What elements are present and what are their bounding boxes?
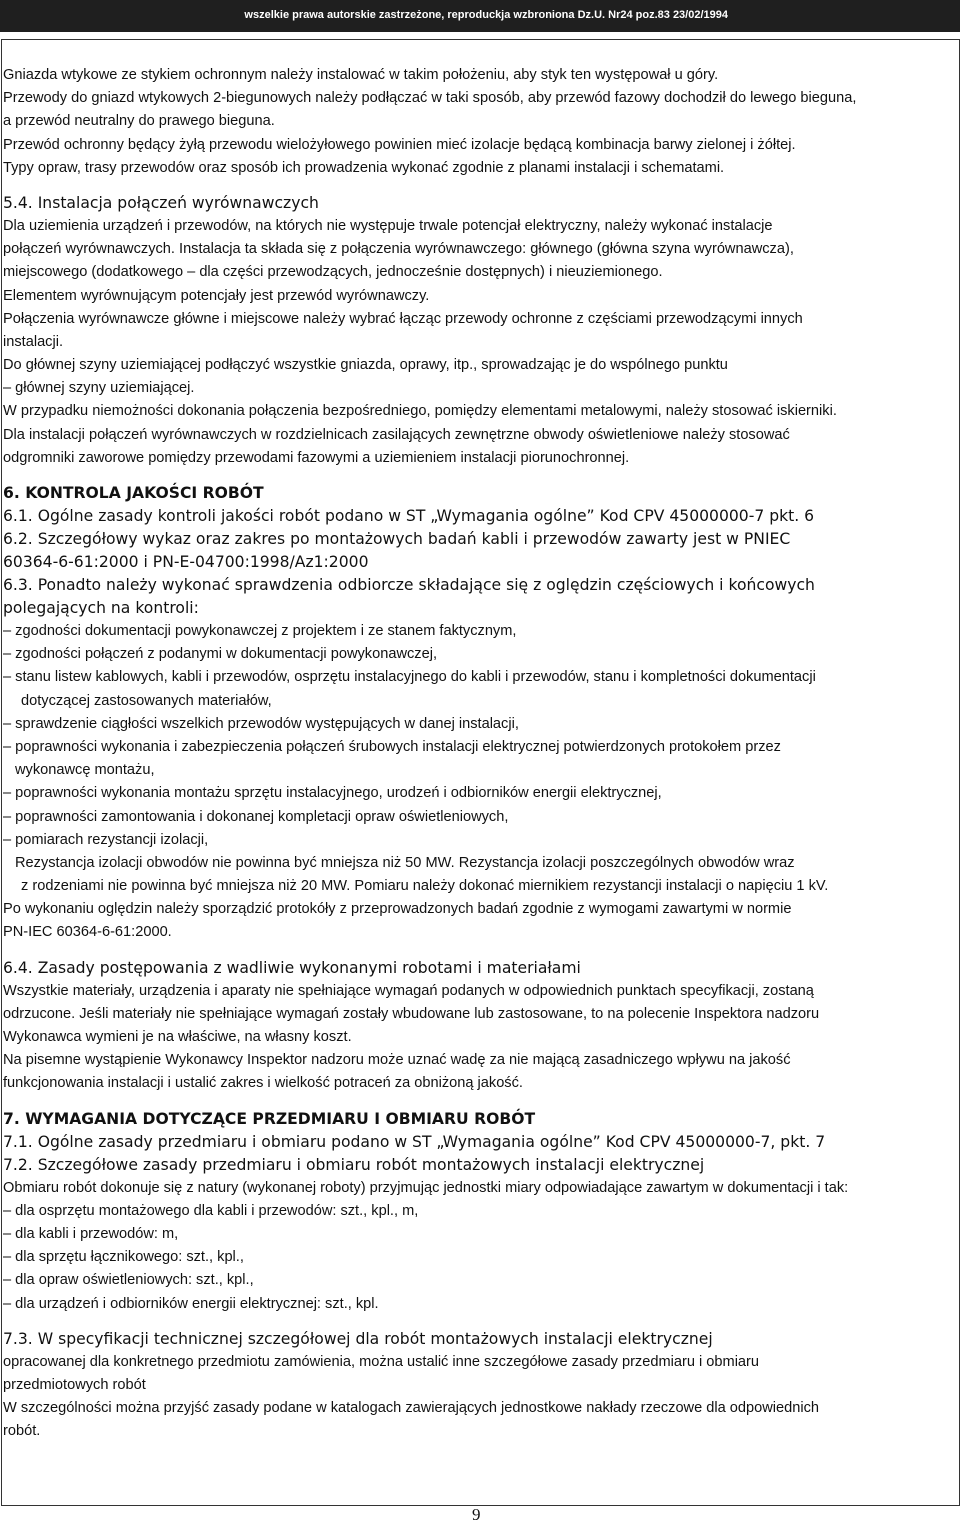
paragraph-line: Typy opraw, trasy przewodów oraz sposób ich prowadzenia wykonać zgodnie z planami instalacji i schematami. [3, 159, 725, 176]
paragraph-line: Połączenia wyrównawcze główne i miejscowe należy wybrać łącząc przewody ochronne z częściami przewodzącymi innych [3, 310, 803, 327]
subsection-6-3-cont: polegających na kontroli: [3, 599, 199, 617]
paragraph-line: Wszystkie materiały, urządzenia i aparaty nie spełniające wymagań podanych w odpowiednich punktach specyfikacji, zostaną [3, 982, 814, 999]
paragraph-line: przedmiotowych robót [3, 1376, 146, 1393]
paragraph-line: połączeń wyrównawczych. Instalacja ta składa się z połączenia wyrównawczego: głównego (główna szyna wyrównawcza), [3, 241, 794, 258]
list-item-cont: wykonawcę montażu, [15, 762, 155, 779]
paragraph-line: Obmiaru robót dokonuje się z natury (wykonanej roboty) przyjmując jednostki miary odpowiadające zawartym w dokumentacji i tak: [3, 1179, 849, 1196]
section-heading-5-4: 5.4. Instalacja połączeń wyrównawczych [3, 193, 319, 212]
list-item: – dla kabli i przewodów: m, [3, 1225, 179, 1242]
list-item: – zgodności dokumentacji powykonawczej z projektem i ze stanem faktycznym, [3, 623, 517, 639]
paragraph-line: a przewód neutralny do prawego bieguna. [3, 113, 275, 130]
list-item: – dla opraw oświetleniowych: szt., kpl., [3, 1272, 254, 1289]
paragraph-line: Elementem wyrównującym potencjały jest przewód wyrównawczy. [3, 287, 430, 304]
page-number: 9 [472, 1505, 481, 1524]
list-item: – stanu listew kablowych, kabli i przewodów, osprzętu instalacyjnego do kabli i przewodów, stanu i kompletności dokumentacji [3, 669, 816, 686]
paragraph-line: Gniazda wtykowe ze stykiem ochronnym należy instalować w takim położeniu, aby styk ten występował u góry. [3, 67, 719, 83]
paragraph-line: miejscowego (dodatkowego – dla części przewodzących, jednocześnie dostępnych) i nieuziemionego. [3, 264, 663, 281]
subsection-6-3: 6.3. Ponadto należy wykonać sprawdzenia odbiorcze składające się z oględzin częściowych i końcowych [3, 576, 815, 594]
paragraph-line: opracowanej dla konkretnego przedmiotu zamówienia, można ustalić inne szczegółowe zasady przedmiaru i obmiaru [3, 1353, 760, 1370]
subsection-6-4: 6.4. Zasady postępowania z wadliwie wykonanymi robotami i materiałami [3, 958, 581, 977]
list-item: – poprawności zamontowania i dokonanej kompletacji opraw oświetleniowych, [3, 808, 509, 825]
subsection-7-1: 7.1. Ogólne zasady przedmiaru i obmiaru podano w ST „Wymagania ogólne” Kod CPV 45000000-7, pkt. 7 [3, 1132, 826, 1151]
list-item: – poprawności wykonania i zabezpieczenia połączeń śrubowych instalacji elektrycznej potwierdzonych protokołem przez [3, 738, 781, 755]
list-item: – poprawności wykonania montażu sprzętu instalacyjnego, urodzeń i odbiorników energii elektrycznej, [3, 785, 662, 802]
paragraph-line: Przewód ochronny będący żyłą przewodu wielożyłowego powinien mieć izolacje będącą kombinacja barwy zielonej i żółtej. [3, 136, 796, 153]
paragraph-line: robót. [3, 1423, 41, 1440]
list-item: – sprawdzenie ciągłości wszelkich przewodów występujących w danej instalacji, [3, 715, 519, 732]
paragraph-line: instalacji. [3, 333, 64, 350]
header-bar [0, 0, 960, 32]
subsection-6-2: 6.2. Szczegółowy wykaz oraz zakres po montażowych badań kabli i przewodów zawarty jest w PNIEC [3, 530, 791, 548]
document-body [3, 64, 955, 1443]
paragraph-line: Przewody do gniazd wtykowych 2-biegunowych należy podłączać w taki sposób, aby przewód fazowy dochodził do lewego bieguna, [3, 90, 857, 107]
paragraph-line: W przypadku niemożności dokonania połączenia bezpośredniego, pomiędzy elementami metalowymi, należy stosować iskierniki. [3, 403, 837, 420]
paragraph-line: odgromniki zaworowe pomiędzy przewodami fazowymi a uziemieniem instalacji piorunochronnej. [3, 449, 630, 466]
copyright-notice: wszelkie prawa autorskie zastrzeżone, reproduckja wzbroniona Dz.U. Nr24 poz.83 23/02/1994 [244, 9, 728, 21]
list-item: – zgodności połączeń z podanymi w dokumentacji powykonawczej, [3, 646, 437, 663]
list-item: – dla osprzętu montażowego dla kabli i przewodów: szt., kpl., m, [3, 1202, 419, 1219]
paragraph-line: Wykonawca wymieni je na właściwe, na własny koszt. [3, 1029, 352, 1045]
paragraph-line: Dla uziemienia urządzeń i przewodów, na których nie występuje trwale potencjał elektryczny, należy wykonać instalacje [3, 217, 773, 234]
paragraph-line: – głównej szyny uziemiającej. [3, 380, 195, 397]
paragraph-line: odrzucone. Jeśli materiały nie spełniające wymagań zostały wbudowane lub zastosowane, to na polecenie Inspektora nadzoru [3, 1005, 820, 1022]
list-item: – pomiarach rezystancji izolacji, [3, 831, 209, 848]
list-item-cont: z rodzeniami nie powinna być mniejsza niż 20 MW. Pomiaru należy dokonać miernikiem rezystancji instalacji o napięciu 1 kV. [21, 878, 829, 895]
paragraph-line: PN-IEC 60364-6-61:2000. [3, 924, 172, 941]
section-heading-7: 7. WYMAGANIA DOTYCZĄCE PRZEDMIARU I OBMIARU ROBÓT [3, 1109, 536, 1128]
paragraph-line: Dla instalacji połączeń wyrównawczych w rozdzielnicach zasilających zewnętrzne obwody oświetleniowe należy stosować [3, 426, 790, 443]
subsection-6-2-cont: 60364-6-61:2000 i PN-E-04700:1998/Az1:2000 [3, 553, 369, 571]
subsection-6-1: 6.1. Ogólne zasady kontroli jakości robót podano w ST „Wymagania ogólne” Kod CPV 45000000-7 pkt. 6 [3, 507, 815, 525]
paragraph-line: Do głównej szyny uziemiającej podłączyć wszystkie gniazda, oprawy, itp., sprowadzając je do wspólnego punktu [3, 357, 728, 374]
list-item: – dla urządzeń i odbiorników energii elektrycznej: szt., kpl. [3, 1295, 379, 1312]
section-heading-6: 6. KONTROLA JAKOŚCI ROBÓT [3, 484, 264, 502]
paragraph-line: W szczególności można przyjść zasady podane w katalogach zawierających jednostkowe nakłady rzeczowe dla odpowiednich [3, 1400, 820, 1417]
subsection-7-2: 7.2. Szczegółowe zasady przedmiaru i obmiaru robót montażowych instalacji elektrycznej [3, 1155, 705, 1174]
list-item: – dla sprzętu łącznikowego: szt., kpl., [3, 1249, 244, 1266]
list-item-cont: Rezystancja izolacji obwodów nie powinna być mniejsza niż 50 MW. Rezystancja izolacji poszczególnych obwodów wraz [15, 854, 795, 871]
paragraph-line: Po wykonaniu oględzin należy sporządzić protokóły z przeprowadzonych badań zgodnie z wymogami zawartymi w normie [3, 901, 792, 918]
subsection-7-3: 7.3. W specyfikacji technicznej szczegółowej dla robót montażowych instalacji elektrycznej [3, 1329, 713, 1348]
paragraph-line: Na pisemne wystąpienie Wykonawcy Inspektor nadzoru może uznać wadę za nie mającą zasadniczego wpływu na jakość [3, 1052, 791, 1069]
list-item-cont: dotyczącej zastosowanych materiałów, [21, 692, 272, 709]
paragraph-line: funkcjonowania instalacji i ustalić zakres i wielkość potraceń za obniżoną jakość. [3, 1075, 523, 1092]
